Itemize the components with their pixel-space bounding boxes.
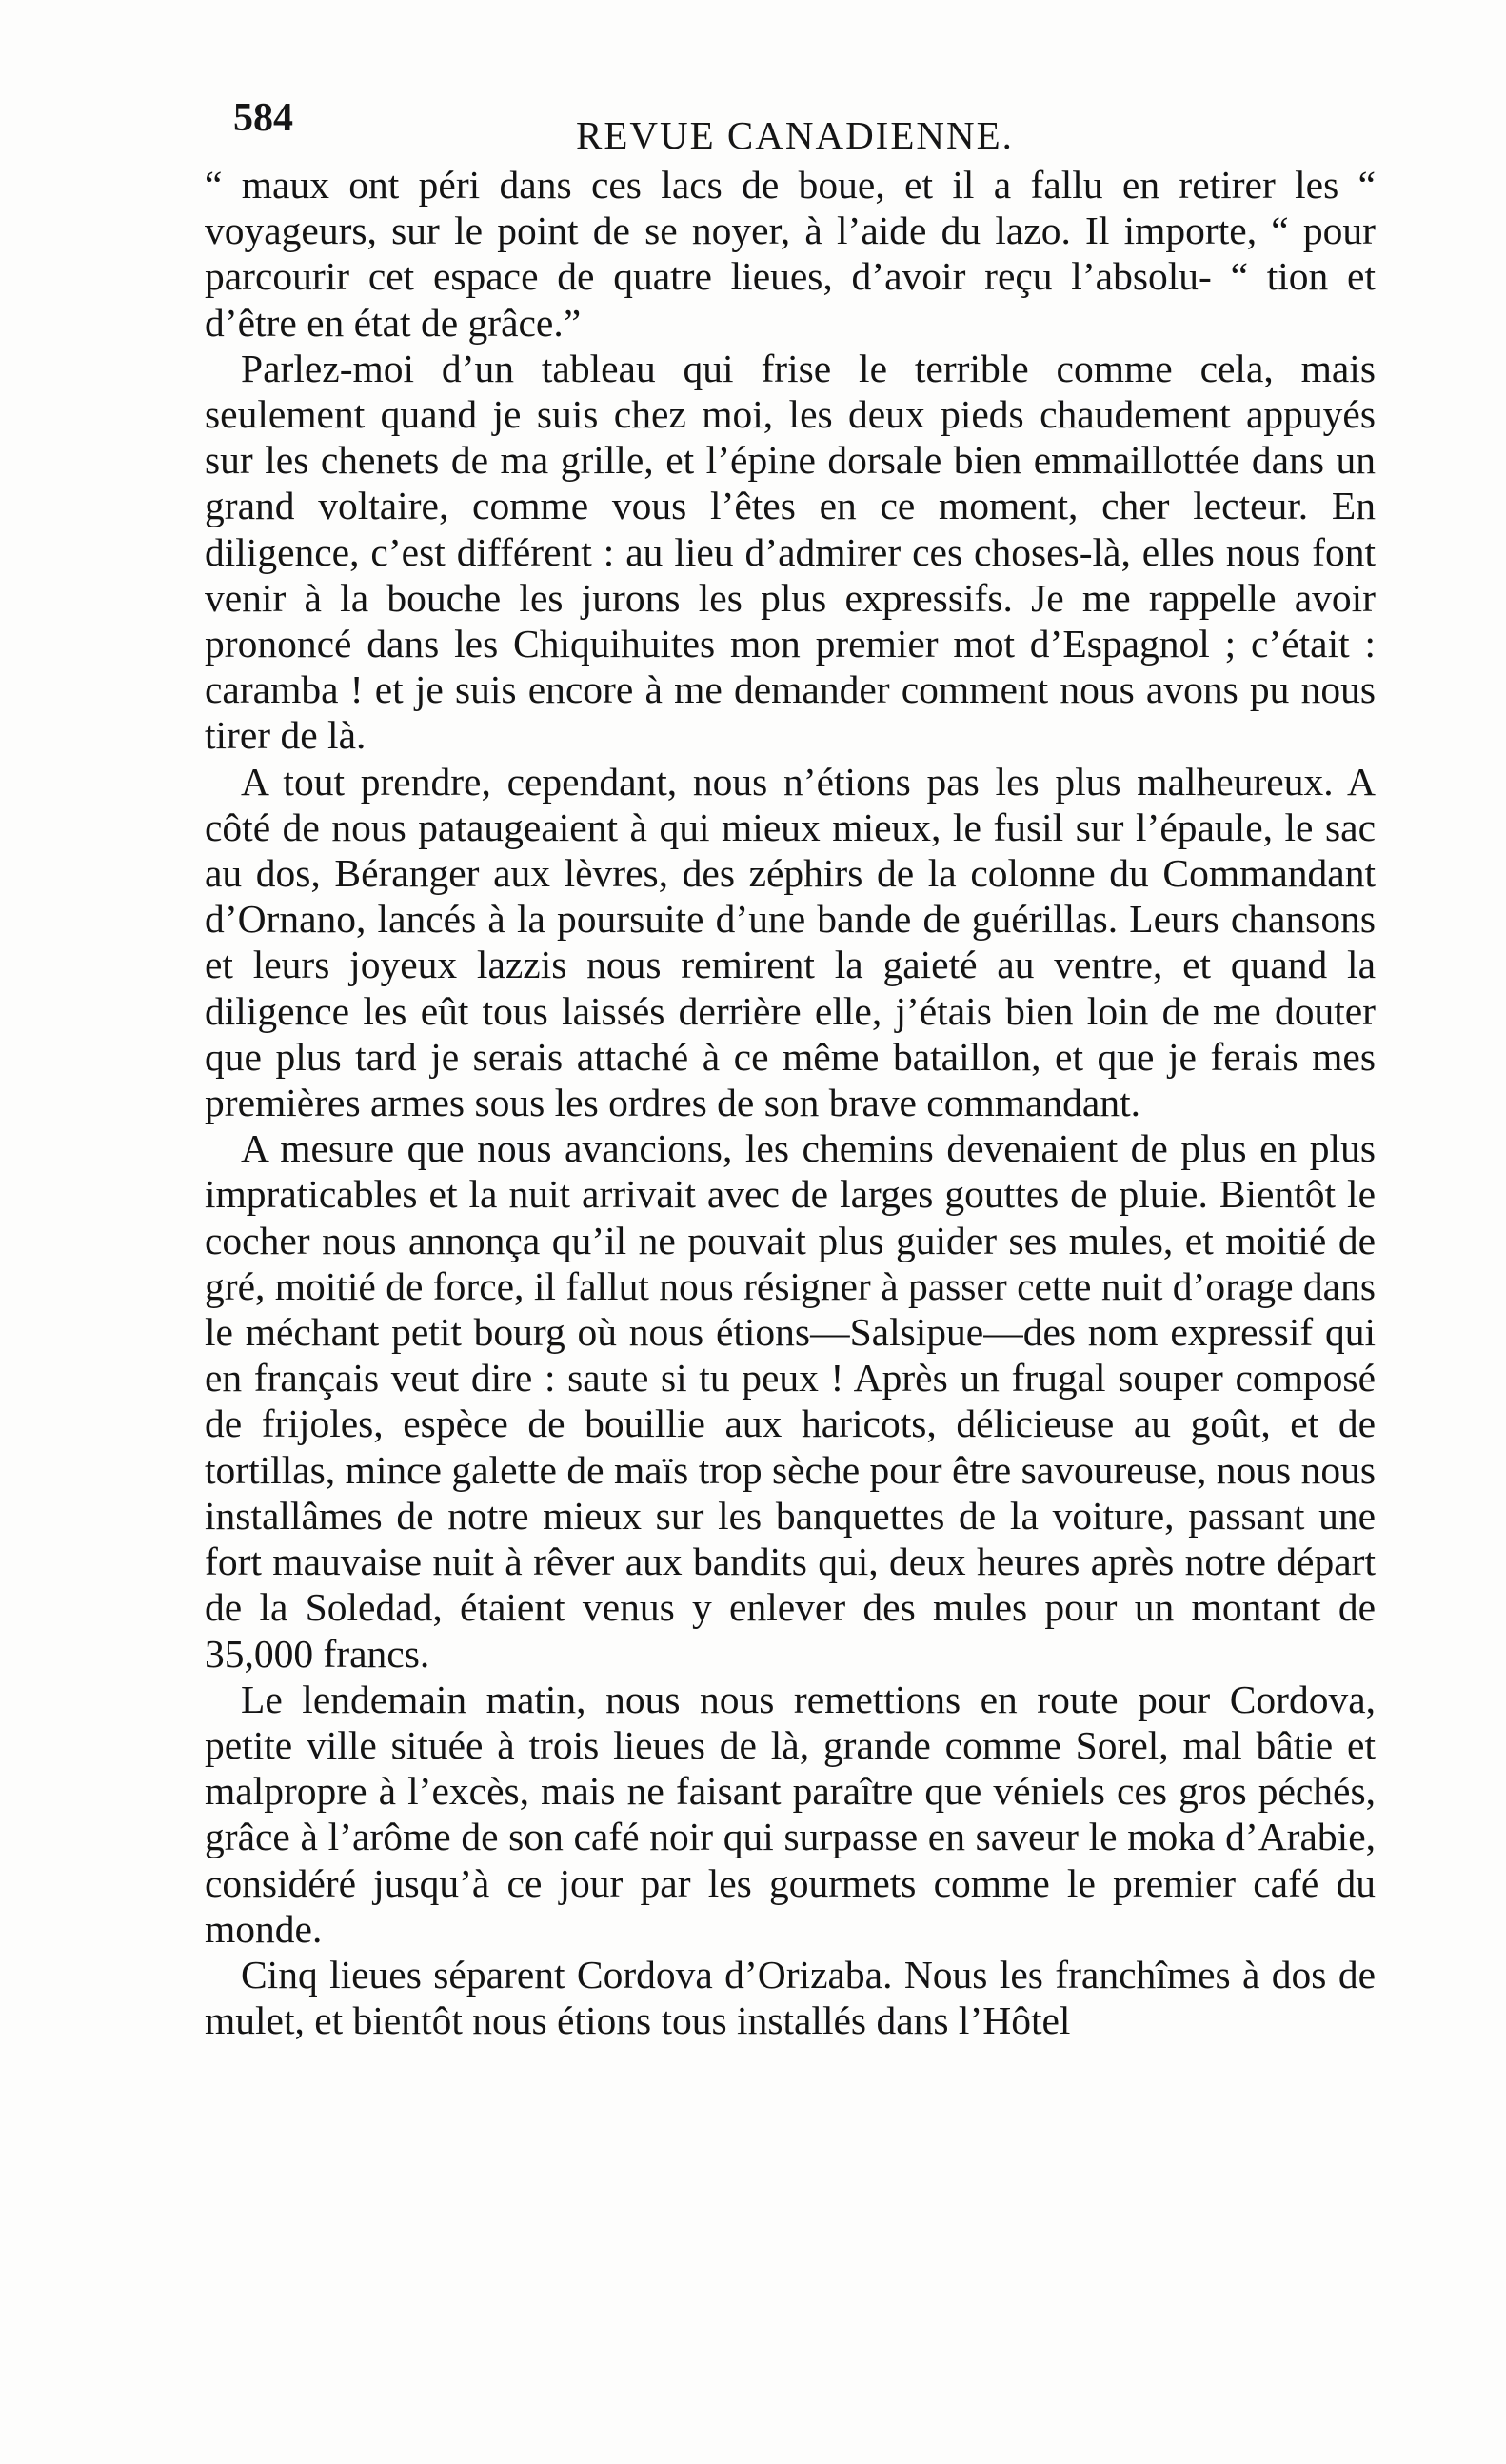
body-text	[205, 162, 1376, 2043]
page-number: 584	[233, 96, 293, 140]
paragraph: A mesure que nous avancions, les chemins devenaient de plus en plus impraticables et la nuit arrivait avec de larges gouttes de pluie. Bientôt le cocher nous annonça qu’il ne pouvait plus guider ses mules, et moitié de gré, moitié de force, il fallut nous résigner à passer cette nuit d’orage dans le méchant petit bourg où nous étions—Salsipue—des nom expressif qui en français veut dire : saute si tu peux ! Après un frugal souper composé de frijoles, espèce de bouillie aux haricots, délicieuse au goût, et de tortillas, mince galette de maïs trop sèche pour être savoureuse, nous nous installâmes de notre mieux sur les banquettes de la voiture, passant une fort mauvaise nuit à rêver aux bandits qui, deux heures après notre départ de la Soledad, étaient venus y enlever des mules pour un montant de 35,000 francs.	[205, 1126, 1376, 1676]
paragraph: Cinq lieues séparent Cordova d’Orizaba. Nous les franchîmes à dos de mulet, et bientôt nous étions tous installés dans l’Hôtel	[205, 1952, 1376, 2043]
paragraph-quote-continuation: “ maux ont péri dans ces lacs de boue, et il a fallu en retirer les “ voyageurs, sur le point de se noyer, à l’aide du lazo. Il importe, “ pour parcourir cet espace de quatre lieues, d’avoir reçu l’absolu- “ tion et d’être en état de grâce.”	[205, 163, 1376, 345]
page-header	[233, 95, 1357, 157]
paragraph: Le lendemain matin, nous nous remettions en route pour Cordova, petite ville située à trois lieues de là, grande comme Sorel, mal bâtie et malpropre à l’excès, mais ne faisant paraître que véniels ces gros péchés, grâce à l’arôme de son café noir qui surpasse en saveur le moka d’Arabie, considéré jusqu’à ce jour par les gourmets comme le premier café du monde.	[205, 1677, 1376, 1951]
paragraph: A tout prendre, cependant, nous n’étions pas les plus malheureux. A côté de nous pataugeaient à qui mieux mieux, le fusil sur l’épaule, le sac au dos, Béranger aux lèvres, des zéphirs de la colonne du Commandant d’Ornano, lancés à la poursuite d’une bande de guérillas. Leurs chansons et leurs joyeux lazzis nous remirent la gaieté au ventre, et quand la diligence les eût tous laissés derrière elle, j’étais bien loin de me douter que plus tard je serais attaché à ce même bataillon, et que je ferais mes premières armes sous les ordres de son brave commandant.	[205, 759, 1376, 1125]
running-title: REVUE CANADIENNE.	[576, 113, 1014, 157]
paragraph: Parlez-moi d’un tableau qui frise le terrible comme cela, mais seulement quand je suis chez moi, les deux pieds chaudement appuyés sur les chenets de ma grille, et l’épine dorsale bien emmaillottée dans un grand voltaire, comme vous l’êtes en ce moment, cher lecteur. En diligence, c’est différent : au lieu d’admirer ces choses-là, elles nous font venir à la bouche les jurons les plus expressifs. Je me rappelle avoir prononcé dans les Chiquihuites mon premier mot d’Espagnol ; c’était : caramba ! et je suis encore à me demander comment nous avons pu nous tirer de là.	[205, 346, 1376, 758]
